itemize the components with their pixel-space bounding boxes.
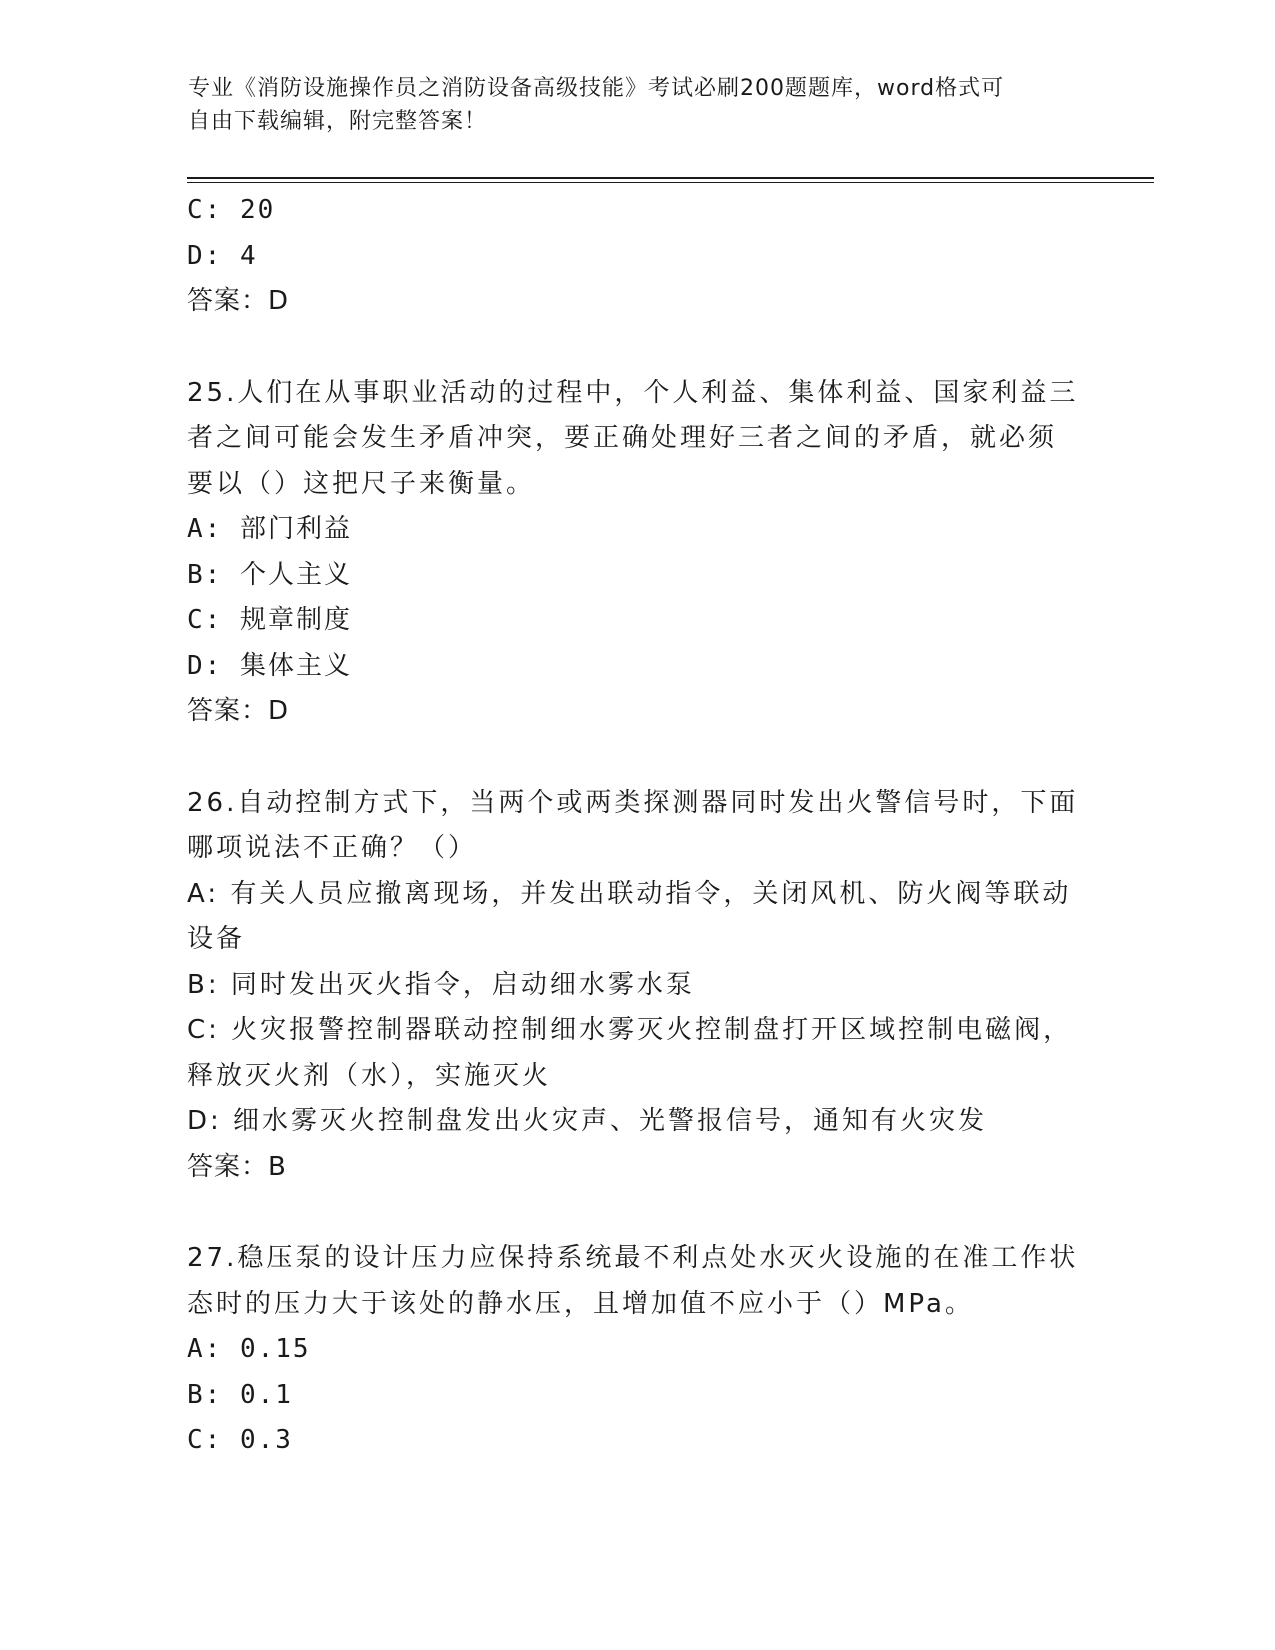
option-c-continuation: 释放灭火剂（水），实施灭火 — [187, 1060, 552, 1091]
question-26 — [187, 781, 1087, 1191]
question-stem-line: 哪项说法不正确？（） — [187, 833, 478, 863]
header-line-2: 自由下载编辑，附完整答案！ — [188, 109, 488, 134]
question-stem-line: 25.人们在从事职业活动的过程中，个人利益、集体利益、国家利益三 — [187, 377, 1079, 408]
question-list — [187, 188, 1087, 1464]
option-c: C: 规章制度 — [187, 605, 352, 635]
question-27 — [187, 1236, 1087, 1464]
option-b: B: 0.1 — [187, 1379, 293, 1410]
option-c: C: 火灾报警控制器联动控制细水雾灭火控制盘打开区域控制电磁阀， — [187, 1015, 1073, 1045]
option-a-continuation: 设备 — [187, 924, 246, 954]
option-d: D: 细水雾灭火控制盘发出火灾声、光警报信号，通知有火灾发 — [187, 1106, 988, 1136]
question-stem-line: 要以（）这把尺子来衡量。 — [187, 468, 536, 499]
question-25 — [187, 371, 1087, 735]
header-line-1: 专业《消防设施操作员之消防设备高级技能》考试必刷200题题库，word格式可 — [188, 76, 1005, 101]
option-a: A: 0.15 — [187, 1334, 311, 1364]
option-d: D: 4 — [187, 240, 258, 271]
option-a: A: 部门利益 — [187, 514, 352, 544]
option-a: A: 有关人员应撤离现场，并发出联动指令，关闭风机、防火阀等联动 — [187, 878, 1072, 909]
option-d: D: 集体主义 — [187, 650, 352, 681]
spacer — [187, 1190, 1087, 1236]
question-stem-line: 者之间可能会发生矛盾冲突，要正确处理好三者之间的矛盾，就必须 — [187, 423, 1058, 453]
answer-line: 答案：D — [187, 286, 290, 316]
answer-line: 答案：D — [187, 696, 290, 726]
spacer — [187, 325, 1087, 371]
option-c: C: 20 — [187, 195, 276, 225]
prev-question — [187, 188, 1087, 325]
document-header — [188, 72, 1068, 138]
spacer — [187, 735, 1087, 781]
option-b: B: 同时发出灭火指令，启动细水雾水泵 — [187, 969, 695, 1000]
question-stem-line: 27.稳压泵的设计压力应保持系统最不利点处水灭火设施的在准工作状 — [187, 1243, 1079, 1273]
question-stem-line: 态时的压力大于该处的静水压，且增加值不应小于（）MPa。 — [187, 1288, 974, 1319]
answer-line: 答案：B — [187, 1151, 287, 1182]
option-b: B: 个人主义 — [187, 559, 352, 590]
option-c: C: 0.3 — [187, 1425, 293, 1455]
question-stem-line: 26.自动控制方式下，当两个或两类探测器同时发出火警信号时，下面 — [187, 787, 1079, 818]
header-rule-thick — [187, 177, 1154, 179]
header-rule-thin — [187, 182, 1154, 183]
